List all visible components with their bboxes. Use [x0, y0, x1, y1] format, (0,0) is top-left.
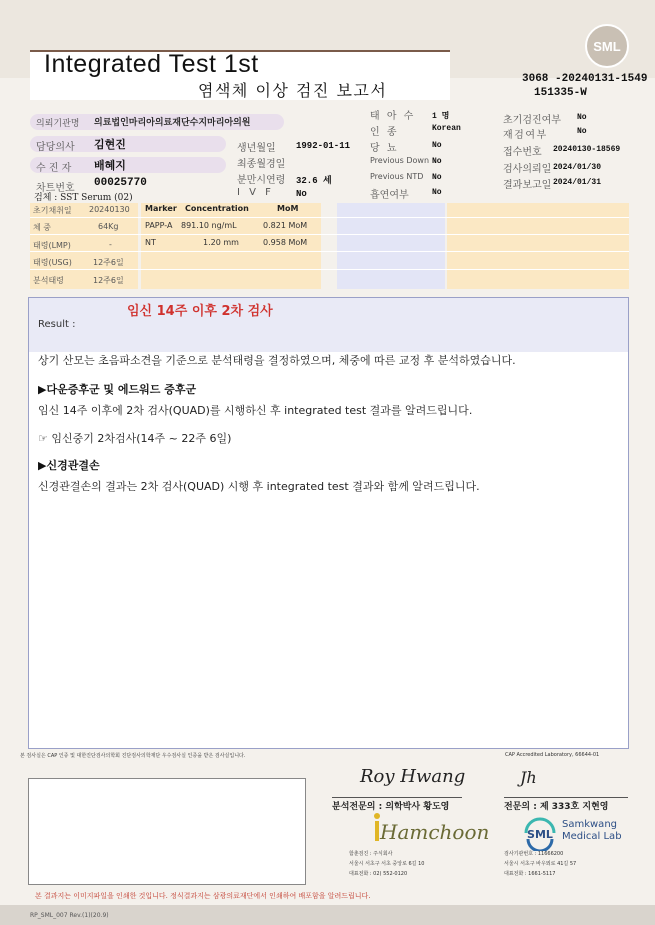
samkwang-logo-text [562, 819, 622, 843]
signature-line [504, 797, 628, 798]
marker-row-mom: 0.958 MoM [263, 238, 308, 247]
sml-logo: SML [585, 24, 629, 68]
marker-row-conc: 1.20 mm [203, 238, 239, 247]
doctor-label: 담당의사 [36, 142, 75, 153]
age-label: 분만시연령 [237, 175, 286, 186]
initial-label: 초기검진여부 [503, 115, 561, 126]
result-heading-ntd: ▶신경관결손 [38, 459, 100, 472]
sml-address: 서울시 서초구 바우뫼로 41길 57 [504, 861, 577, 867]
grid-divider [30, 269, 629, 270]
request-date-value: 2024/01/30 [553, 163, 602, 172]
initial-value: No [577, 113, 587, 122]
fetus-label: 태 아 수 [370, 111, 416, 122]
analyst-signature: Roy Hwang [360, 766, 466, 787]
doctor-value: 김현진 [94, 138, 126, 151]
smoking-label: 흡연여부 [370, 190, 409, 201]
ga-lmp-value: - [109, 240, 112, 249]
report-id-line2: 151335-W [534, 87, 587, 99]
grid-divider [30, 234, 629, 235]
retest-label: 재검여부 [503, 130, 548, 141]
blank-blue-bg [337, 203, 445, 289]
result-header [29, 298, 628, 352]
result-label: Result : [38, 319, 76, 330]
hamchoon-logo: Hamchoon [380, 820, 490, 844]
sml-address: 대표전화 : 1661-5117 [504, 871, 556, 877]
result-paragraph: 신경관결손의 결과는 2차 검사(QUAD) 시행 후 integrated test 결과와 함께 알려드립니다. [38, 480, 480, 493]
ga-analysis-label: 분석태령 [33, 276, 64, 285]
prev-down-value: No [432, 157, 442, 166]
hamchoon-address: 서울시 서초구 서초 중앙로 6길 10 [349, 861, 425, 867]
request-date-label: 검사의뢰일 [503, 164, 552, 175]
ivf-label: I V F [237, 187, 274, 198]
institution-label: 의뢰기관명 [36, 119, 80, 129]
lmp-label: 최종월경일 [237, 159, 286, 170]
race-label: 인 종 [370, 127, 399, 138]
report-title: Integrated Test 1st [44, 50, 259, 78]
age-value: 32.6 세 [296, 176, 332, 186]
marker-row-conc: 891.10 ng/mL [181, 221, 237, 230]
cap-note: 본 검사실은 CAP 인증 및 대한진단검사의학회 진단검사의학재단 우수검사실 인증을 받은 검사실입니다. [20, 753, 246, 759]
institution-value: 의료법인마리아의료재단수지마리아의원 [94, 118, 251, 128]
receipt-label: 접수번호 [503, 147, 542, 158]
samkwang-line1: Samkwang [562, 819, 617, 830]
result-paragraph: 임신 14주 이후에 2차 검사(QUAD)를 시행하신 후 integrated test 결과를 알려드립니다. [38, 404, 473, 417]
report-id-line1: 3068 -20240131-1549 [522, 73, 648, 85]
race-value: Korean [432, 124, 461, 133]
hamchoon-address: 함춘검진 : 주식회사 [349, 851, 393, 857]
prev-ntd-value: No [432, 173, 442, 182]
disclaimer: 본 결과지는 이미지파일을 인쇄한 것입니다. 정식결과지는 삼광의료재단에서 인쇄하여 배포함을 알려드립니다. [35, 892, 371, 900]
grid-divider [30, 251, 629, 252]
draw-date-label: 초기채취일 [33, 206, 72, 215]
svg-text:SML: SML [527, 828, 553, 841]
weight-label: 체 중 [33, 223, 51, 232]
marker-row-name: NT [145, 238, 156, 247]
result-date-value: 2024/01/31 [553, 178, 602, 187]
sml-lab-logo-icon [522, 815, 558, 851]
blank-orange-bg [447, 203, 629, 289]
result-paragraph: 상기 산모는 초음파소견을 기준으로 분석태령을 결정하였으며, 체중에 따른 교정 후 분석하였습니다. [38, 354, 516, 367]
hamchoon-address: 대표전화 : 02) 552-0120 [349, 871, 408, 877]
col-concentration: Concentration [185, 204, 249, 213]
smoking-value: No [432, 188, 442, 197]
grid-divider [30, 217, 629, 218]
marker-row-name: PAPP-A [145, 221, 173, 230]
patient-label: 수 진 자 [36, 163, 72, 174]
patient-value: 배혜지 [94, 159, 126, 172]
diabetes-label: 당 뇨 [370, 143, 399, 154]
prev-down-label: Previous Down [370, 156, 430, 165]
specimen: 검체 : SST Serum (02) [34, 193, 133, 203]
report-id [522, 72, 647, 100]
result-heading-down: ▶다운증후군 및 에드워드 증후군 [38, 383, 197, 396]
draw-date-value: 20240130 [89, 205, 130, 214]
result-date-label: 결과보고일 [503, 180, 552, 191]
weight-value: 64Kg [98, 222, 119, 231]
specialist-signature: Jh [520, 768, 537, 787]
specialist-name: 전문의 : 제 333호 지현영 [504, 802, 609, 812]
col-marker: Marker [145, 204, 177, 213]
report-subtitle: 염색체 이상 검진 보고서 [198, 81, 388, 100]
cap-accreditation: CAP Accredited Laboratory, 66644-01 [505, 752, 600, 758]
form-code: RP_SML_007 Rev.(1)(20.9) [30, 912, 109, 919]
fetus-value: 1 명 [432, 112, 450, 121]
ivf-value: No [296, 189, 307, 199]
birth-label: 생년월일 [237, 143, 276, 154]
diabetes-value: No [432, 141, 442, 150]
ga-analysis-value: 12주6일 [93, 276, 124, 285]
retest-value: No [577, 127, 587, 136]
marker-row-mom: 0.821 MoM [263, 221, 308, 230]
ga-lmp-label: 태령(LMP) [33, 241, 71, 250]
chart-value: 00025770 [94, 177, 147, 189]
comment-box [28, 778, 306, 885]
analyst-name: 분석전문의 : 의학박사 황도영 [332, 802, 450, 812]
result-headline: 임신 14주 이후 2차 검사 [127, 304, 273, 319]
birth-value: 1992-01-11 [296, 141, 351, 151]
ga-usg-label: 태령(USG) [33, 258, 72, 267]
signature-line [332, 797, 462, 798]
sml-address: 검사기관번호 : 11666200 [504, 851, 564, 857]
samkwang-line2: Medical Lab [562, 831, 622, 842]
receipt-value: 20240130-18569 [553, 145, 621, 154]
col-mom: MoM [277, 204, 299, 213]
ga-usg-value: 12주6일 [93, 258, 124, 267]
prev-ntd-label: Previous NTD [370, 172, 424, 181]
chart-label: 차트번호 [36, 183, 75, 194]
result-paragraph: ☞ 임신중기 2차검사(14주 ~ 22주 6일) [38, 432, 232, 445]
